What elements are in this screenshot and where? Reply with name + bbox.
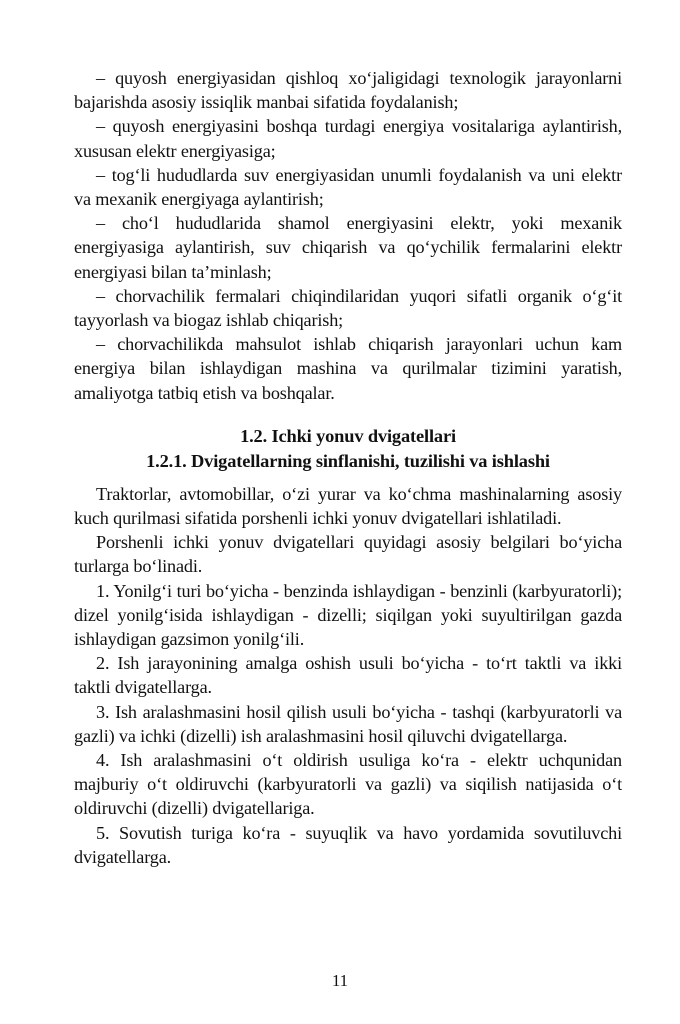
list-item: 5. Sovutish turiga ko‘ra - suyuqlik va havo yordamida sovutiluvchi dvigatellarga. (74, 822, 622, 867)
bullet-item: – cho‘l hududlarida shamol energiyasini elektr, yoki mexanik energiyasiga aylantirish, suv chiqarish va qo‘ychilik fermalarini elektr energiyasi bilan ta’minlash; (74, 213, 622, 282)
list-item: 3. Ish aralashmasini hosil qilish usuli bo‘yicha - tashqi (karbyuratorli va gazli) va ichki (dizelli) ish aralashmasini hosil qiluvchi dvigatellarga. (74, 701, 622, 746)
body-paragraph: Traktorlar, avtomobillar, o‘zi yurar va ko‘chma mashinalarning asosiy kuch qurilmasi sifatida porshenli ichki yonuv dvigatellari ishlatiladi. (74, 483, 622, 529)
bullet-item: – chorvachilikda mahsulot ishlab chiqarish jarayonlari uchun kam energiya bilan ishlaydigan mashina va qurilmalar tizimini yaratish, amaliyotga tatbiq etish va boshqalar. (74, 334, 622, 403)
heading-block (74, 424, 622, 474)
list-item: 2. Ish jarayonining amalga oshish usuli bo‘yicha - to‘rt taktli va ikki taktli dvigatellarga. (74, 653, 622, 698)
list-item: 1. Yonilg‘i turi bo‘yicha - benzinda ishlaydigan - benzinli (karbyuratorli); dizel yonilg‘isida ishlaydigan - dizelli; siqilgan yoki suyultirilgan gazda ishlaydigan gazsimon yonilg‘ili. (74, 580, 622, 650)
subsection-heading: 1.2.1. Dvigatellarning sinflanishi, tuzilishi va ishlashi (146, 450, 550, 471)
bullet-item: – tog‘li hududlarda suv energiyasidan unumli foydalanish va uni elektr va mexanik energiyaga aylantirish; (74, 164, 622, 210)
section-heading: 1.2. Ichki yonuv dvigatellari (240, 425, 456, 446)
bullet-item: – quyosh energiyasini boshqa turdagi energiya vositalariga aylantirish, xususan elektr energiyasiga; (74, 116, 622, 161)
bullet-item: – chorvachilik fermalari chiqindilaridan yuqori sifatli organik o‘g‘it tayyorlash va biogaz ishlab chiqarish; (74, 285, 622, 331)
page-number: 11 (331, 971, 349, 990)
bullet-item: – quyosh energiyasidan qishloq xo‘jaligidagi texnologik jarayonlarni bajarishda asosiy issiqlik manbai sifatida foydalanish; (74, 68, 622, 113)
body-paragraph: Porshenli ichki yonuv dvigatellari quyidagi asosiy belgilari bo‘yicha turlarga bo‘linadi. (74, 532, 622, 577)
list-item: 4. Ish aralashmasini o‘t oldirish usuliga ko‘ra - elektr uchqunidan majburiy o‘t oldiruvchi (karbyuratorli va gazli) va siqilish natijasida o‘t oldiruvchi (dizelli) dvigatellariga. (74, 750, 622, 819)
page-body (74, 66, 622, 869)
